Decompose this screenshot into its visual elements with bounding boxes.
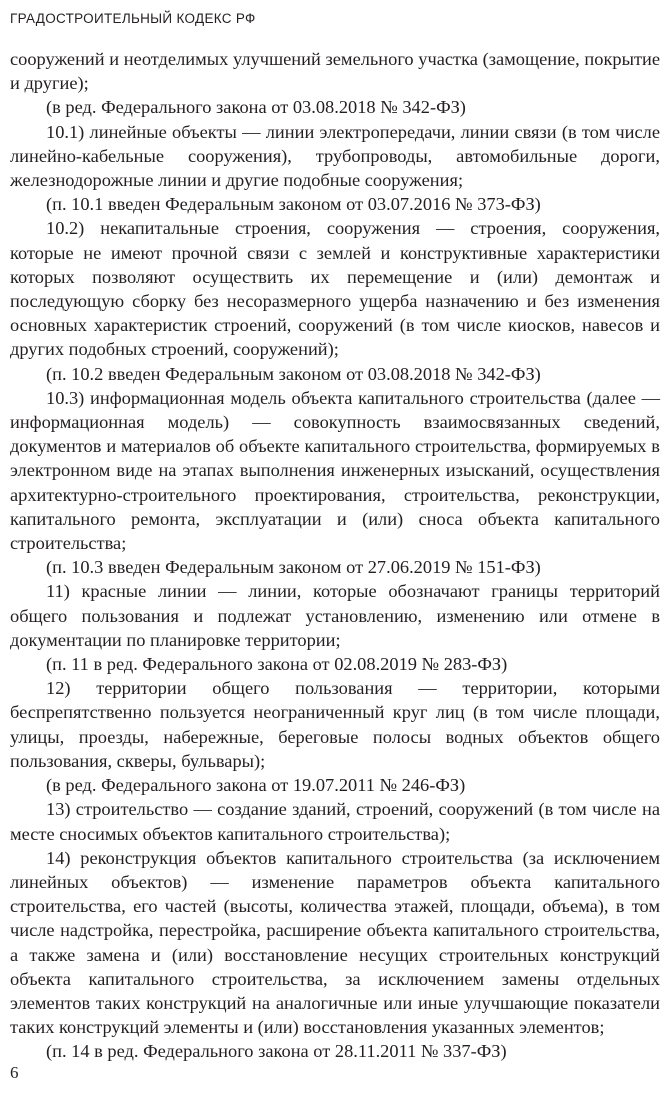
amendment-note: (в ред. Федерального закона от 19.07.2011 № 246-ФЗ) bbox=[46, 775, 466, 796]
page-number: 6 bbox=[10, 1063, 19, 1082]
paragraph-continuation: сооружений и неотделимых улучшений земельного участка (замощение, покрытие и другие); bbox=[10, 49, 660, 94]
paragraph-12: 12) территории общего пользования — территории, которыми беспрепятственно пользуется неограниченный круг лиц (в том числе площади, улицы, проезды, набережные, береговые полосы водных объектов общего пользования, скверы, бульвары); bbox=[10, 678, 660, 771]
amendment-note: (п. 10.3 введен Федеральным законом от 27.06.2019 № 151-ФЗ) bbox=[46, 557, 541, 578]
amendment-note: (п. 11 в ред. Федерального закона от 02.08.2019 № 283-ФЗ) bbox=[46, 654, 508, 675]
paragraph-10-2: 10.2) некапитальные строения, сооружения — строения, сооружения, которые не имеют прочной связи с землей и конструктивные характеристики которых позволяют осуществить их перемещение и (или) демонтаж и последующую сборку без несоразмерного ущерба назначению и без изменения основных характеристик строений, сооружений (в том числе киосков, навесов и других подобных строений, сооружений); bbox=[10, 218, 660, 360]
amendment-note: (п. 10.2 введен Федеральным законом от 03.08.2018 № 342-ФЗ) bbox=[46, 363, 541, 384]
document-body bbox=[10, 47, 660, 1064]
amendment-note: (п. 14 в ред. Федерального закона от 28.11.2011 № 337-ФЗ) bbox=[46, 1041, 507, 1062]
paragraph-10-3: 10.3) информационная модель объекта капитального строительства (далее — информационная модель) — совокупность взаимосвязанных сведений, документов и материалов об объекте капитального строительства, формируемых в электронном виде на этапах выполнения инженерных изысканий, осуществления архитектурно-строительного проектирования, строительства, реконструкции, капитального ремонта, эксплуатации и (или) сноса объекта капитального строительства; bbox=[10, 387, 660, 554]
paragraph-14: 14) реконструкция объектов капитального строительства (за исключением линейных объектов) — изменение параметров объекта капитального строительства, его частей (высоты, количества этажей, площади, объема), в том числе надстройка, перестройка, расширение объекта капитального строительства, а также замена и (или) восстановление несущих строительных конструкций объекта капитального строительства, за исключением замены отдельных элементов таких конструкций на аналогичные или иные улучшающие показатели таких конструкций элементы и (или) восстановления указанных элементов; bbox=[10, 847, 660, 1038]
amendment-note: (в ред. Федерального закона от 03.08.2018 № 342-ФЗ) bbox=[46, 97, 466, 118]
paragraph-10-1: 10.1) линейные объекты — линии электропередачи, линии связи (в том числе линейно-кабельные сооружения), трубопроводы, автомобильные дороги, железнодорожные линии и другие подобные сооружения; bbox=[10, 121, 660, 191]
amendment-note: (п. 10.1 введен Федеральным законом от 03.07.2016 № 373-ФЗ) bbox=[46, 194, 541, 215]
running-header: ГРАДОСТРОИТЕЛЬНЫЙ КОДЕКС РФ bbox=[10, 11, 256, 26]
paragraph-13: 13) строительство — создание зданий, строений, сооружений (в том числе на месте сносимых объектов капитального строительства); bbox=[10, 799, 660, 844]
paragraph-11: 11) красные линии — линии, которые обозначают границы территорий общего пользования и подлежат установлению, изменению или отмене в документации по планировке территории; bbox=[10, 581, 660, 650]
